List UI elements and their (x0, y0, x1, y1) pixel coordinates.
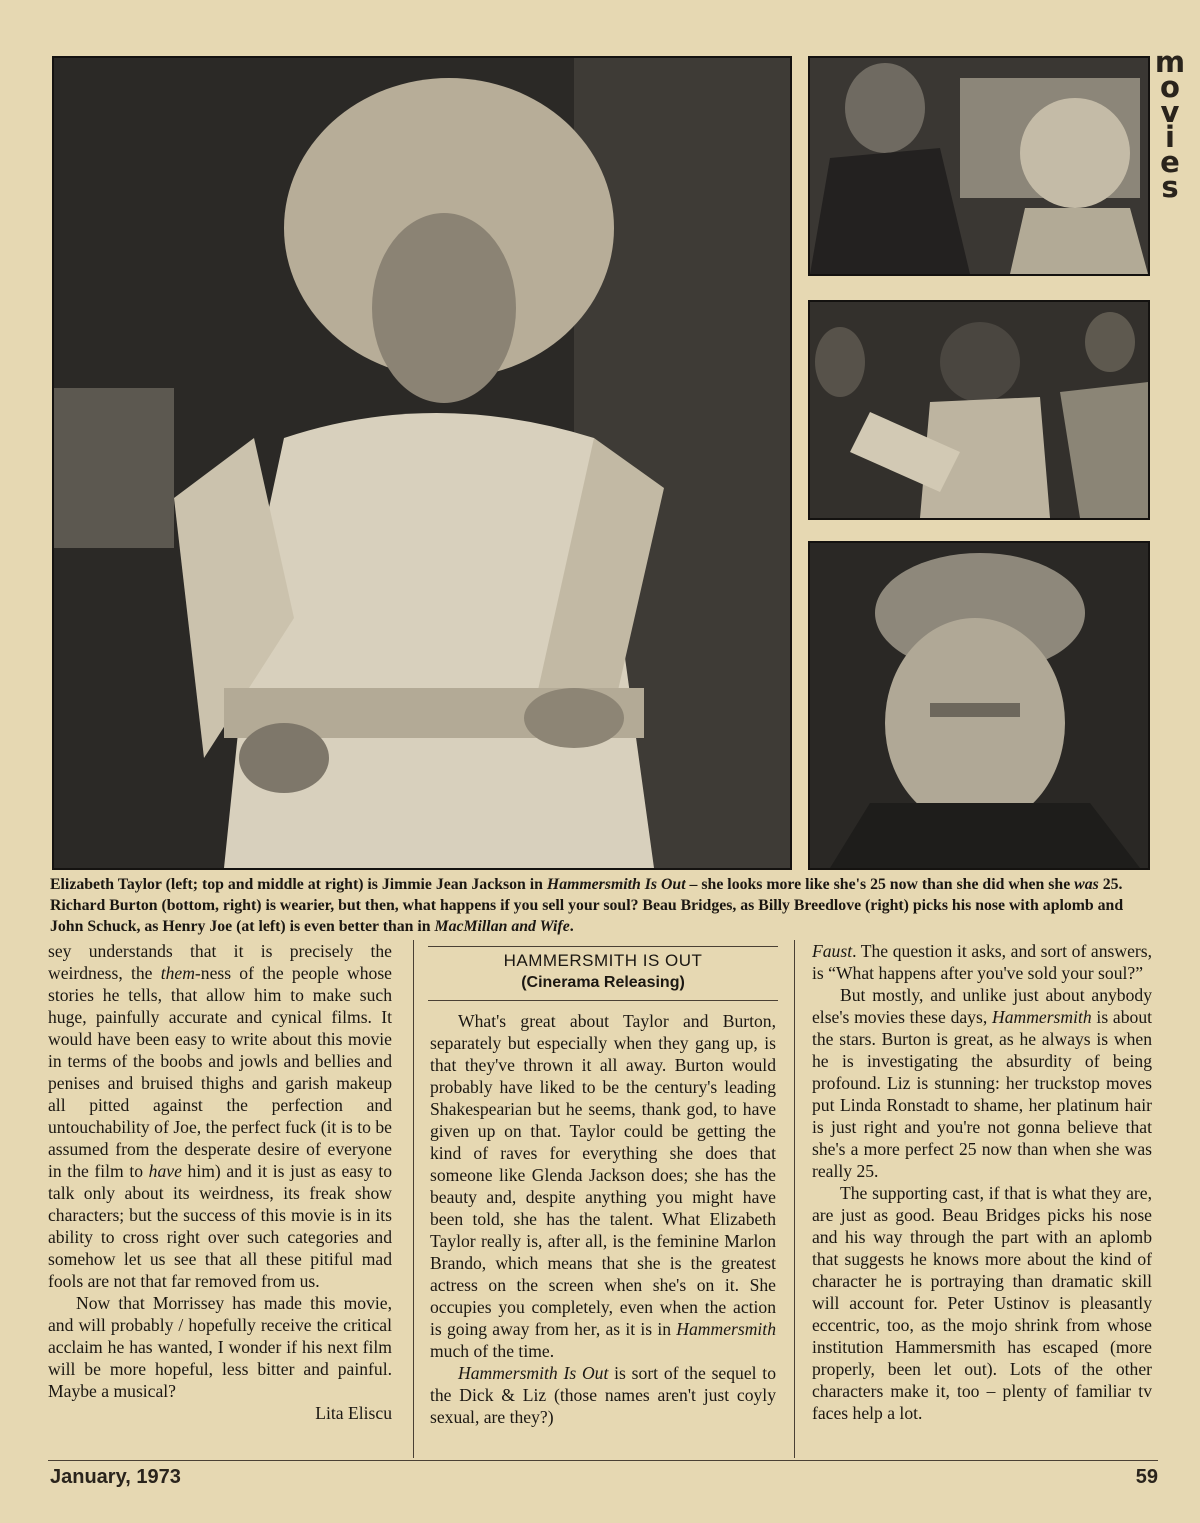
paragraph (812, 940, 1152, 984)
column-divider (794, 940, 795, 1458)
article-column-2 (430, 940, 776, 1428)
paragraph (812, 984, 1152, 1182)
section-tag-letter: i (1165, 120, 1175, 154)
caption-emphasis: was (1074, 876, 1099, 893)
paragraph-text: -ness of the people whose stories he tells, that allow him to make such huge, painfully accurate and cynical films. It would have been easy to write about this movie in terms of the boobs and jowls and bellies and penises and bruised thighs and garish makeup all pitted against the perfection and untouchability of Joe, the perfect fuck (it is to be assumed from the desperate desire of everyone in the film to (48, 963, 392, 1181)
photo-scene-middle-illustration (810, 302, 1148, 518)
paragraph (430, 1362, 776, 1428)
section-tag-letter: e (1160, 145, 1180, 179)
photo-scene-top (808, 56, 1150, 276)
film-title: Hammersmith (991, 1007, 1092, 1027)
photo-richard-burton (808, 541, 1150, 870)
paragraph: Now that Morrissey has made this movie, and will probably / hopefully receive the critical acclaim he has wanted, I wonder if his next film will be more hopeful, less bitter and painful. Maybe a musical? (48, 1293, 392, 1401)
paragraph-text: sey understands that it is precisely the weirdness, the (48, 941, 392, 983)
work-title: Faust (812, 941, 853, 961)
paragraph-text: much of the time. (430, 1341, 555, 1361)
caption-show-title: MacMillan and Wife (434, 918, 570, 935)
section-tag-letter: v (1160, 95, 1180, 129)
caption-text: . (569, 918, 574, 935)
footer-page-number: 59 (1135, 1466, 1158, 1488)
photo-caption (50, 874, 1150, 937)
paragraph-text: What's great about Taylor and Burton, separately but especially when they gang up, is that they've thrown it all away. Burton would probably have liked to be the century's leading Shakespearian but he seems, thank god, to have given up on that. Taylor could be getting the kind of raves for everything she does that someone like Glenda Jackson does; she has the beauty and, despite anything you might have been told, she has the talent. What Elizabeth Taylor really is, after all, is the feminine Marlon Brando, which means that she is the greatest actress on the screen when she's on it. She occupies you completely, even when the action is going away from her, as it is in (430, 1011, 776, 1339)
paragraph: The supporting cast, if that is what they are, are just as good. Beau Bridges picks his nose and his way through the part with an aplomb that suggests he knows more about the kind of character he is portraying than dramatic skill will account for. Peter Ustinov is pleasantly eccentric, too, as the mojo shrink from whose institution Hammersmith has escaped (more properly, been let out). Lots of the other characters make it, too – plenty of familiar tv faces help a lot. (812, 1183, 1152, 1423)
column-divider (413, 940, 414, 1458)
emphasis: have (148, 1161, 182, 1181)
caption-text: 25. Richard Burton (bottom, right) is wearier, but then, what happens if you sell your soul? Beau Bridges, as Billy Breedlove (right) picks his nose with aplomb and John Schuck, as Henry Joe (at left) is even better than in (50, 876, 1124, 935)
paragraph (430, 1010, 776, 1362)
paragraph-text: him) and it is just as easy to talk only about its weirdness, its freak show characters; but the success of this movie is in its ability to cross right over such categories and somehow let us see that all these pitiful mad fools are not that far removed from us. (48, 1161, 393, 1291)
review-distributor: (Cinerama Releasing) (521, 974, 685, 991)
section-tag-movies (1150, 45, 1190, 204)
emphasis: them (160, 963, 195, 983)
paragraph-text: is about the stars. Burton is great, as he always is when he is investigating the absurdity of being profound. Liz is stunning: her truckstop moves put Linda Ronstadt to shame, her platinum hair is just right and you're not gonna believe that she's a more perfect 25 now than when she was really 25. (812, 1007, 1152, 1181)
film-title: Hammersmith Is Out (458, 1363, 609, 1383)
review-heading (430, 950, 776, 994)
photo-elizabeth-taylor (52, 56, 792, 870)
footer-rule (48, 1460, 1158, 1461)
byline: Lita Eliscu (315, 1403, 392, 1423)
footer-issue-date: January, 1973 (50, 1466, 181, 1488)
paragraph (48, 940, 392, 1292)
photo-elizabeth-taylor-illustration (54, 58, 790, 868)
article-column-1 (48, 940, 392, 1424)
film-title: Hammersmith (676, 1319, 776, 1339)
caption-text: Elizabeth Taylor (left; top and middle at right) is Jimmie Jean Jackson in (50, 876, 547, 893)
section-tag-letter: s (1161, 170, 1179, 204)
section-tag-letter: m (1154, 45, 1186, 79)
photo-scene-top-illustration (810, 58, 1148, 274)
paragraph-text: is sort of the sequel to the Dick & Liz (those names aren't just coyly sexual, are they?) (430, 1363, 776, 1427)
photo-richard-burton-illustration (810, 543, 1148, 868)
caption-text: – she looks more like she's 25 now than she did when she (685, 876, 1075, 893)
review-title: HAMMERSMITH IS OUT (503, 951, 703, 970)
caption-film-title: Hammersmith Is Out (546, 876, 686, 893)
article-column-3 (812, 940, 1152, 1424)
section-tag-letter: o (1160, 70, 1180, 104)
paragraph-text: . The question it asks, and sort of answers, is “What happens after you've sold your soul?” (812, 941, 1152, 983)
photo-scene-middle (808, 300, 1150, 520)
paragraph-text: But mostly, and unlike just about anybody else's movies these days, (812, 985, 1152, 1027)
